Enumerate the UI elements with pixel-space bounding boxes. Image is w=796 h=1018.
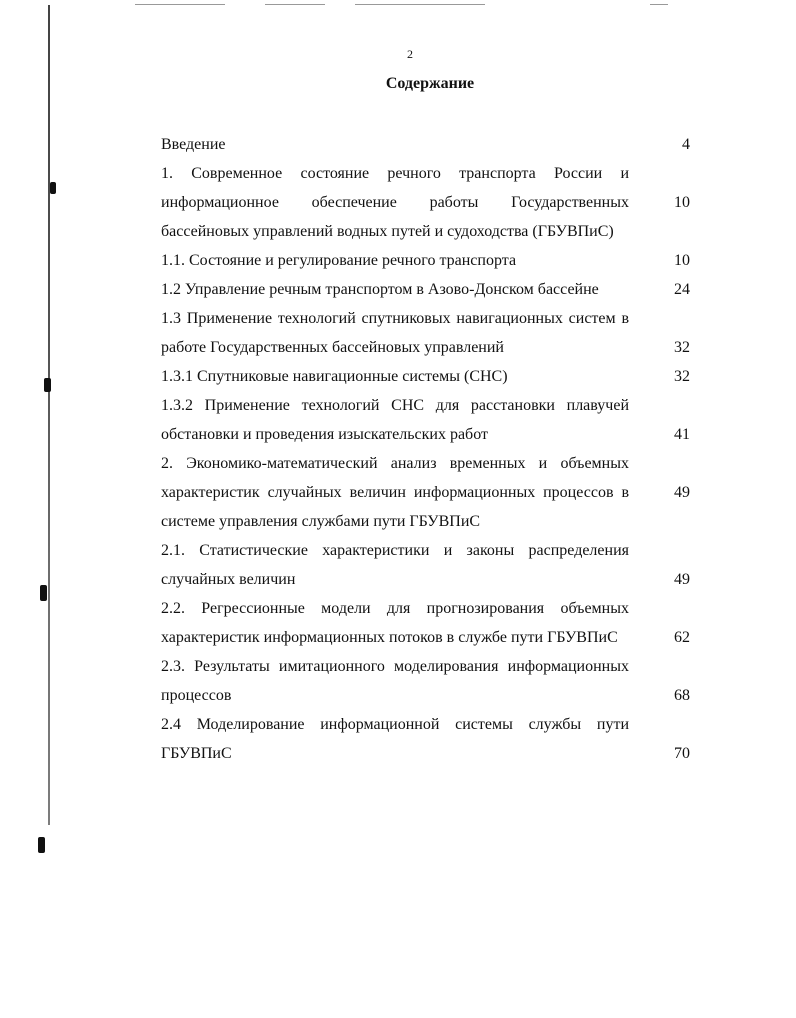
- toc-entry-1-1: [161, 246, 690, 275]
- scan-top-dash: [135, 4, 225, 5]
- page-number: 2: [407, 47, 413, 61]
- toc-entry-text: 2.4 Моделирование информационной системы службы пути ГБУВПиС: [161, 716, 629, 762]
- toc-entry-2-4: [161, 710, 690, 768]
- scan-punch-mark: [40, 585, 47, 601]
- toc-entry-page: 70: [674, 745, 690, 762]
- toc-entry-text: 2.1. Статистические характеристики и законы распределения случайных величин: [161, 542, 629, 588]
- toc-entry-1-2: [161, 275, 690, 304]
- toc-entry-text: 1.3 Применение технологий спутниковых навигационных систем в работе Государственных бассейновых управлений: [161, 310, 629, 356]
- scan-top-dash: [355, 4, 485, 5]
- toc-entry-page: 62: [674, 629, 690, 646]
- toc-entry-1-3: [161, 304, 690, 362]
- toc-entry-2: [161, 449, 690, 536]
- toc-entry-2-2: [161, 594, 690, 652]
- toc-entry-text: 1.1. Состояние и регулирование речного транспорта: [161, 252, 517, 269]
- toc-entry-text: 1. Современное состояние речного транспорта России и информационное обеспечение работы Государственных бассейновых управлений водных путей и судоходства (ГБУВПиС): [161, 165, 629, 240]
- toc-entry-page: 41: [674, 426, 690, 443]
- toc-entry-text: 2.2. Регрессионные модели для прогнозирования объемных характеристик информационных потоков в службе пути ГБУВПиС: [161, 600, 629, 646]
- toc-entry-page: 24: [674, 281, 690, 298]
- toc-entry-page: 10: [674, 252, 690, 269]
- toc-entry-text: 1.2 Управление речным транспортом в Азово-Донском бассейне: [161, 281, 599, 298]
- toc-entry-1: [161, 159, 690, 246]
- toc-entry-intro: [161, 130, 690, 159]
- toc-entry-page: 32: [674, 368, 690, 385]
- scan-edge-line: [48, 5, 50, 825]
- toc-entry-text: 2. Экономико-математический анализ временных и объемных характеристик случайных величин информационных процессов в системе управления службами пути ГБУВПиС: [161, 455, 629, 530]
- toc-entry-text: 1.3.1 Спутниковые навигационные системы (СНС): [161, 368, 508, 385]
- toc-entry-page: 68: [674, 687, 690, 704]
- toc-entry-text: 2.3. Результаты имитационного моделирования информационных процессов: [161, 658, 629, 704]
- toc-entry-text: 1.3.2 Применение технологий СНС для расстановки плавучей обстановки и проведения изыскательских работ: [161, 397, 629, 443]
- page-title: Содержание: [385, 75, 475, 92]
- table-of-contents: [161, 130, 690, 768]
- scan-punch-mark: [38, 837, 45, 853]
- scan-punch-mark: [50, 182, 56, 194]
- toc-entry-page: 10: [674, 194, 690, 211]
- toc-entry-page: 49: [674, 571, 690, 588]
- toc-entry-2-1: [161, 536, 690, 594]
- toc-entry-page: 49: [674, 484, 690, 501]
- toc-entry-page: 4: [682, 136, 690, 153]
- toc-entry-page: 32: [674, 339, 690, 356]
- scan-top-dash: [265, 4, 325, 5]
- toc-entry-1-3-2: [161, 391, 690, 449]
- scan-punch-mark: [44, 378, 51, 392]
- toc-entry-1-3-1: [161, 362, 690, 391]
- scan-top-dash: [650, 4, 668, 5]
- toc-entry-2-3: [161, 652, 690, 710]
- toc-entry-text: Введение: [161, 136, 226, 153]
